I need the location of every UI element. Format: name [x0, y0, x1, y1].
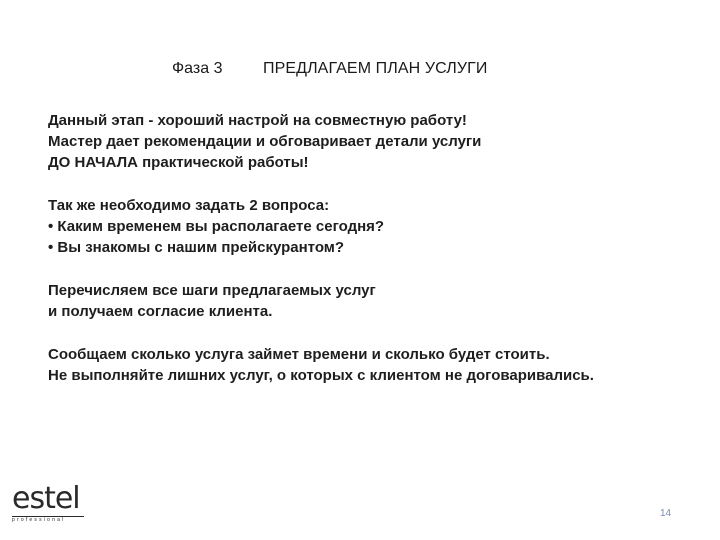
paragraph-questions: [48, 195, 712, 258]
slide-title: ПРЕДЛАГАЕМ ПЛАН УСЛУГИ: [263, 60, 488, 77]
text-line: ДО НАЧАЛА практической работы!: [48, 154, 309, 171]
bullet-item: • Вы знакомы с нашим прейскурантом?: [48, 239, 345, 256]
text-line: Сообщаем сколько услуга займет времени и сколько будет стоить.: [48, 346, 550, 363]
page-number: 14: [660, 508, 672, 519]
text-line: Не выполняйте лишних услуг, о которых с клиентом не договаривались.: [48, 367, 594, 384]
logo-wordmark: estel: [12, 481, 80, 516]
text-line: Перечисляем все шаги предлагаемых услуг: [48, 282, 376, 299]
paragraph-time-cost: [48, 344, 712, 386]
text-line: Данный этап - хороший настрой на совместную работу!: [48, 112, 467, 129]
logo-subtitle: professional: [12, 516, 84, 524]
text-line: Так же необходимо задать 2 вопроса:: [48, 197, 330, 214]
paragraph-steps: [48, 280, 712, 322]
text-line: и получаем согласие клиента.: [48, 303, 273, 320]
text-line: Мастер дает рекомендации и обговаривает детали услуги: [48, 133, 482, 150]
phase-label: Фаза 3: [172, 60, 223, 77]
estel-logo: [12, 481, 84, 523]
paragraph-intro: [48, 110, 712, 173]
bullet-item: • Каким временем вы располагаете сегодня?: [48, 218, 385, 235]
slide-content: [48, 110, 712, 408]
slide-header: [0, 57, 720, 81]
